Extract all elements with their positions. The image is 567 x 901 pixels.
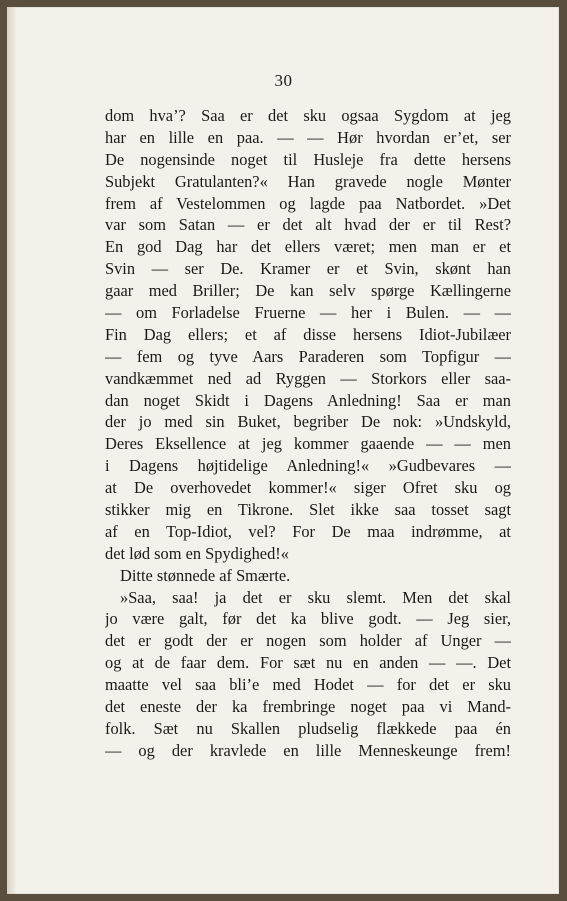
text-line: Deres Eksellence at jeg kommer gaaende — — men bbox=[105, 434, 511, 454]
text-line: frem af Vestelommen og lagde paa Natbordet. »Det bbox=[105, 193, 511, 213]
body-text bbox=[105, 105, 511, 762]
page-number: 30 bbox=[274, 71, 293, 90]
text-line: har en lille en paa. — — Hør hvordan er’et, ser bbox=[105, 127, 511, 147]
text-line: — fem og tyve Aars Paraderen som Topfigur — bbox=[105, 346, 511, 366]
text-line: af en Top-Idiot, vel? For De maa indrømme, at bbox=[105, 521, 511, 541]
text-line: at De overhovedet kommer!« siger Ofret sku og bbox=[105, 478, 511, 498]
text-line: i Dagens højtidelige Anledning!« »Gudbevares — bbox=[105, 456, 511, 476]
text-line: det er godt der er nogen som holder af Unger — bbox=[105, 631, 511, 651]
text-line: Fin Dag ellers; et af disse hersens Idiot-Jubilæer bbox=[105, 324, 511, 344]
text-line: jo være galt, før det ka blive godt. — Jeg sier, bbox=[105, 609, 511, 629]
page-gutter-shadow bbox=[7, 7, 17, 894]
text-line: folk. Sæt nu Skallen pludselig flækkede paa én bbox=[105, 718, 511, 738]
text-line: — og der kravlede en lille Menneskeunge frem! bbox=[105, 740, 511, 760]
text-line: »Saa, saa! ja det er sku slemt. Men det skal bbox=[120, 587, 511, 607]
text-line: Ditte stønnede af Smærte. bbox=[120, 565, 291, 585]
text-line: og at de faar dem. For sæt nu en anden — —. Det bbox=[105, 653, 511, 673]
text-line: Subjekt Gratulanten?« Han gravede nogle Mønter bbox=[105, 171, 511, 191]
text-line: der jo med sin Buket, begriber De nok: »Undskyld, bbox=[105, 412, 511, 432]
text-line: dan noget Skidt i Dagens Anledning! Saa er man bbox=[105, 390, 511, 410]
text-line: De nogensinde noget til Husleje fra dette hersens bbox=[105, 149, 511, 169]
text-line: gaar med Briller; De kan selv spørge Kællingerne bbox=[105, 281, 511, 301]
text-line: det lød som en Spydighed!« bbox=[105, 543, 289, 563]
text-line: stikker mig en Tikrone. Slet ikke saa tosset sagt bbox=[105, 500, 511, 520]
text-line: maatte vel saa bli’e med Hodet — for det er sku bbox=[105, 675, 511, 695]
text-line: Svin — ser De. Kramer er et Svin, skønt han bbox=[105, 259, 511, 279]
text-line: dom hva’? Saa er det sku ogsaa Sygdom at jeg bbox=[105, 106, 511, 125]
text-line: vandkæmmet ned ad Ryggen — Storkors eller saa- bbox=[105, 368, 511, 388]
text-line: En god Dag har det ellers været; men man er et bbox=[105, 237, 511, 257]
text-line: det eneste der ka frembringe noget paa vi Mand- bbox=[105, 697, 511, 717]
text-line: — om Forladelse Fruerne — her i Bulen. — — bbox=[105, 303, 511, 323]
text-line: var som Satan — er det alt hvad der er til Rest? bbox=[105, 215, 511, 235]
